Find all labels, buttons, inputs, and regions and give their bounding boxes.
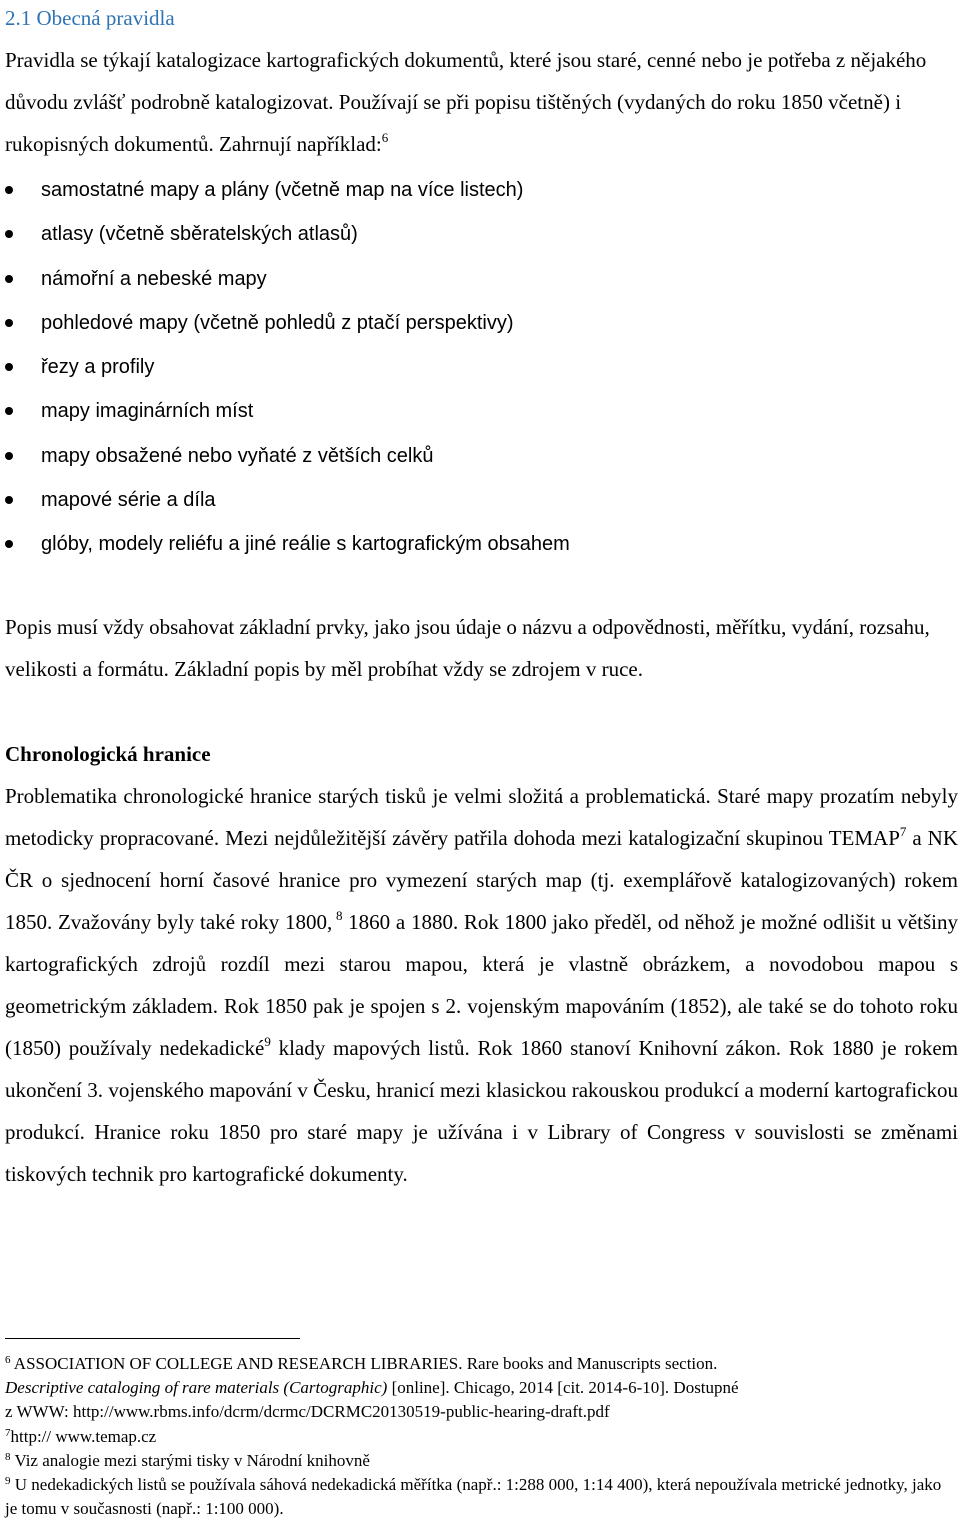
bullet-icon	[5, 452, 13, 460]
list-item: námořní a nebeské mapy	[5, 257, 570, 301]
footnotes	[5, 1352, 945, 1521]
footnote-ref-7[interactable]: 7	[899, 824, 907, 839]
footnote-9: $^9$ U nedekadických listů se používala sáhová nedekadická měřítka (např.: 1:288 000, 1:14 400), která nepoužívala metrické jednotky, jako je tomu v současnosti (např.: 1:100 000).	[5, 1475, 942, 1519]
footnote-6-title: Descriptive cataloging of rare materials (Cartographic)	[5, 1378, 388, 1398]
chronology-heading: Chronologická hranice	[5, 742, 211, 766]
list-item: mapy imaginárních míst	[5, 389, 570, 433]
footnote-ref-9[interactable]: 9	[264, 1034, 271, 1049]
footnote-separator	[5, 1338, 300, 1339]
chronology-paragraph: Problematika chronologické hranice starých tisků je velmi složitá a problematická. Staré mapy prozatím nebyly metodicky propracované. Mezi nejdůležitější závěry patřila dohoda mezi katalogizační skupinou TEMAP$^7$ a NK ČR o sjednocení horní časové hranice pro vymezení starých map (tj. exemplářově katalogizovaných) rokem 1850. Zvažovány byly také roky 1800, $^8$ 1860 a 1880. Rok 1800 jako předěl, od něhož je možné odlišit u většiny kartografických zdrojů rozdíl mezi starou mapou, která je vlastně obrázkem, a novodobou mapou s geometrickým základem. Rok 1850 pak je spojen s 2. vojenským mapováním (1852), ale také se do tohoto roku (1850) používaly nedekadické$^9$ klady mapových listů. Rok 1860 stanoví Knihovní zákon. Rok 1880 je rokem ukončení 3. vojenského mapování v Česku, hranicí mezi klasickou rakouskou produkcí a moderní kartografickou produkcí. Hranice roku 1850 pro staré mapy je užívána i v Library of Congress v souvislosti se změnami tiskových technik pro kartografické dokumenty.	[5, 784, 959, 1186]
footnote-ref-8[interactable]: 8	[332, 908, 343, 923]
footnote-6: $^6$ ASSOCIATION OF COLLEGE AND RESEARCH LIBRARIES. Rare books and Manuscripts section. Descriptive cataloging of rare materials (Cartographic) [online]. Chicago, 2014 [cit. 2014-6-10]. Dostupné z WWW: http://www.rbms.info/dcrm/dcrmc/DCRMC20130519-public-hearing-draft.pdf	[5, 1354, 739, 1422]
bullet-icon	[5, 496, 13, 504]
list-item: mapové série a díla	[5, 478, 570, 522]
intro-text: Pravidla se týkají katalogizace kartografických dokumentů, které jsou staré, cenné nebo je potřeba z nějakého důvodu zvlášť podrobně katalogizovat. Používají se při popisu tištěných (vydaných do roku 1850 včetně) i rukopisných dokumentů. Zahrnují například:	[5, 48, 927, 156]
list-item: glóby, modely reliéfu a jiné reálie s kartografickým obsahem	[5, 522, 570, 566]
list-item: pohledové mapy (včetně pohledů z ptačí perspektivy)	[5, 301, 570, 345]
bullet-icon	[5, 407, 13, 415]
section-title: 2.1 Obecná pravidla	[5, 6, 175, 30]
bullet-icon	[5, 275, 13, 283]
footnote-ref-6[interactable]: 6	[381, 130, 389, 145]
bullet-icon	[5, 363, 13, 371]
list-item: atlasy (včetně sběratelských atlasů)	[5, 212, 570, 256]
chronology-section	[5, 775, 958, 1195]
list-item: mapy obsažené nebo vyňaté z větších celků	[5, 434, 570, 478]
document-type-list	[5, 168, 570, 567]
bullet-icon	[5, 186, 13, 194]
footnote-7: $^7$http:// www.temap.cz	[5, 1426, 157, 1446]
list-item: samostatné mapy a plány (včetně map na více listech)	[5, 168, 570, 212]
bullet-icon	[5, 319, 13, 327]
intro-paragraph	[5, 39, 935, 165]
description-paragraph: Popis musí vždy obsahovat základní prvky, jako jsou údaje o názvu a odpovědnosti, měřítku, vydání, rozsahu, velikosti a formátu. Základní popis by měl probíhat vždy se zdrojem v ruce.	[5, 615, 930, 681]
footnote-8: $^8$ Viz analogie mezi starými tisky v Národní knihovně	[5, 1450, 370, 1470]
bullet-icon	[5, 230, 13, 238]
list-item: řezy a profily	[5, 345, 570, 389]
footnote-6-url[interactable]: z WWW: http://www.rbms.info/dcrm/dcrmc/DCRMC20130519-public-hearing-draft.pdf	[5, 1402, 610, 1422]
footnote-7-link[interactable]: http:// www.temap.cz	[10, 1426, 157, 1446]
bullet-icon	[5, 540, 13, 548]
